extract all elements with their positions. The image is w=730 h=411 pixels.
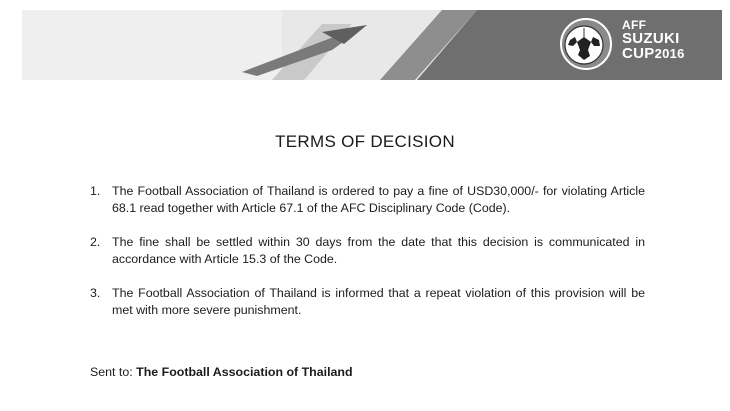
sent-to-recipient: The Football Association of Thailand bbox=[136, 365, 353, 379]
logo-line-aff: AFF bbox=[622, 18, 647, 32]
banner-highlight bbox=[22, 10, 282, 80]
term-text: The Football Association of Thailand is ordered to pay a fine of USD30,000/- for violating Article 68.1 read together with Article 67.1 of the AFC Disciplinary Code (Code). bbox=[112, 184, 645, 215]
document-title: TERMS OF DECISION bbox=[275, 132, 455, 151]
term-number: 2. bbox=[90, 235, 101, 249]
term-item-2 bbox=[90, 234, 645, 268]
logo-line-cup: CUP bbox=[622, 45, 655, 62]
term-item-1 bbox=[90, 183, 645, 217]
term-item-3 bbox=[90, 285, 645, 319]
logo-line-suzuki: SUZUKI bbox=[622, 30, 680, 47]
term-text: The Football Association of Thailand is informed that a repeat violation of this provision will be met with more severe punishment. bbox=[112, 286, 645, 317]
header-banner bbox=[22, 10, 722, 80]
logo-year: 2016 bbox=[654, 46, 685, 61]
aff-suzuki-cup-logo bbox=[622, 19, 714, 61]
term-text: The fine shall be settled within 30 days from the date that this decision is communicated in accordance with Article 15.3 of the Code. bbox=[112, 235, 645, 266]
term-number: 3. bbox=[90, 286, 101, 300]
terms-list bbox=[90, 183, 645, 336]
sent-to-line bbox=[90, 364, 353, 381]
soccer-ball-icon bbox=[561, 19, 611, 69]
banner-graphic bbox=[22, 10, 722, 80]
sent-to-label: Sent to: bbox=[90, 365, 133, 379]
term-number: 1. bbox=[90, 184, 101, 198]
